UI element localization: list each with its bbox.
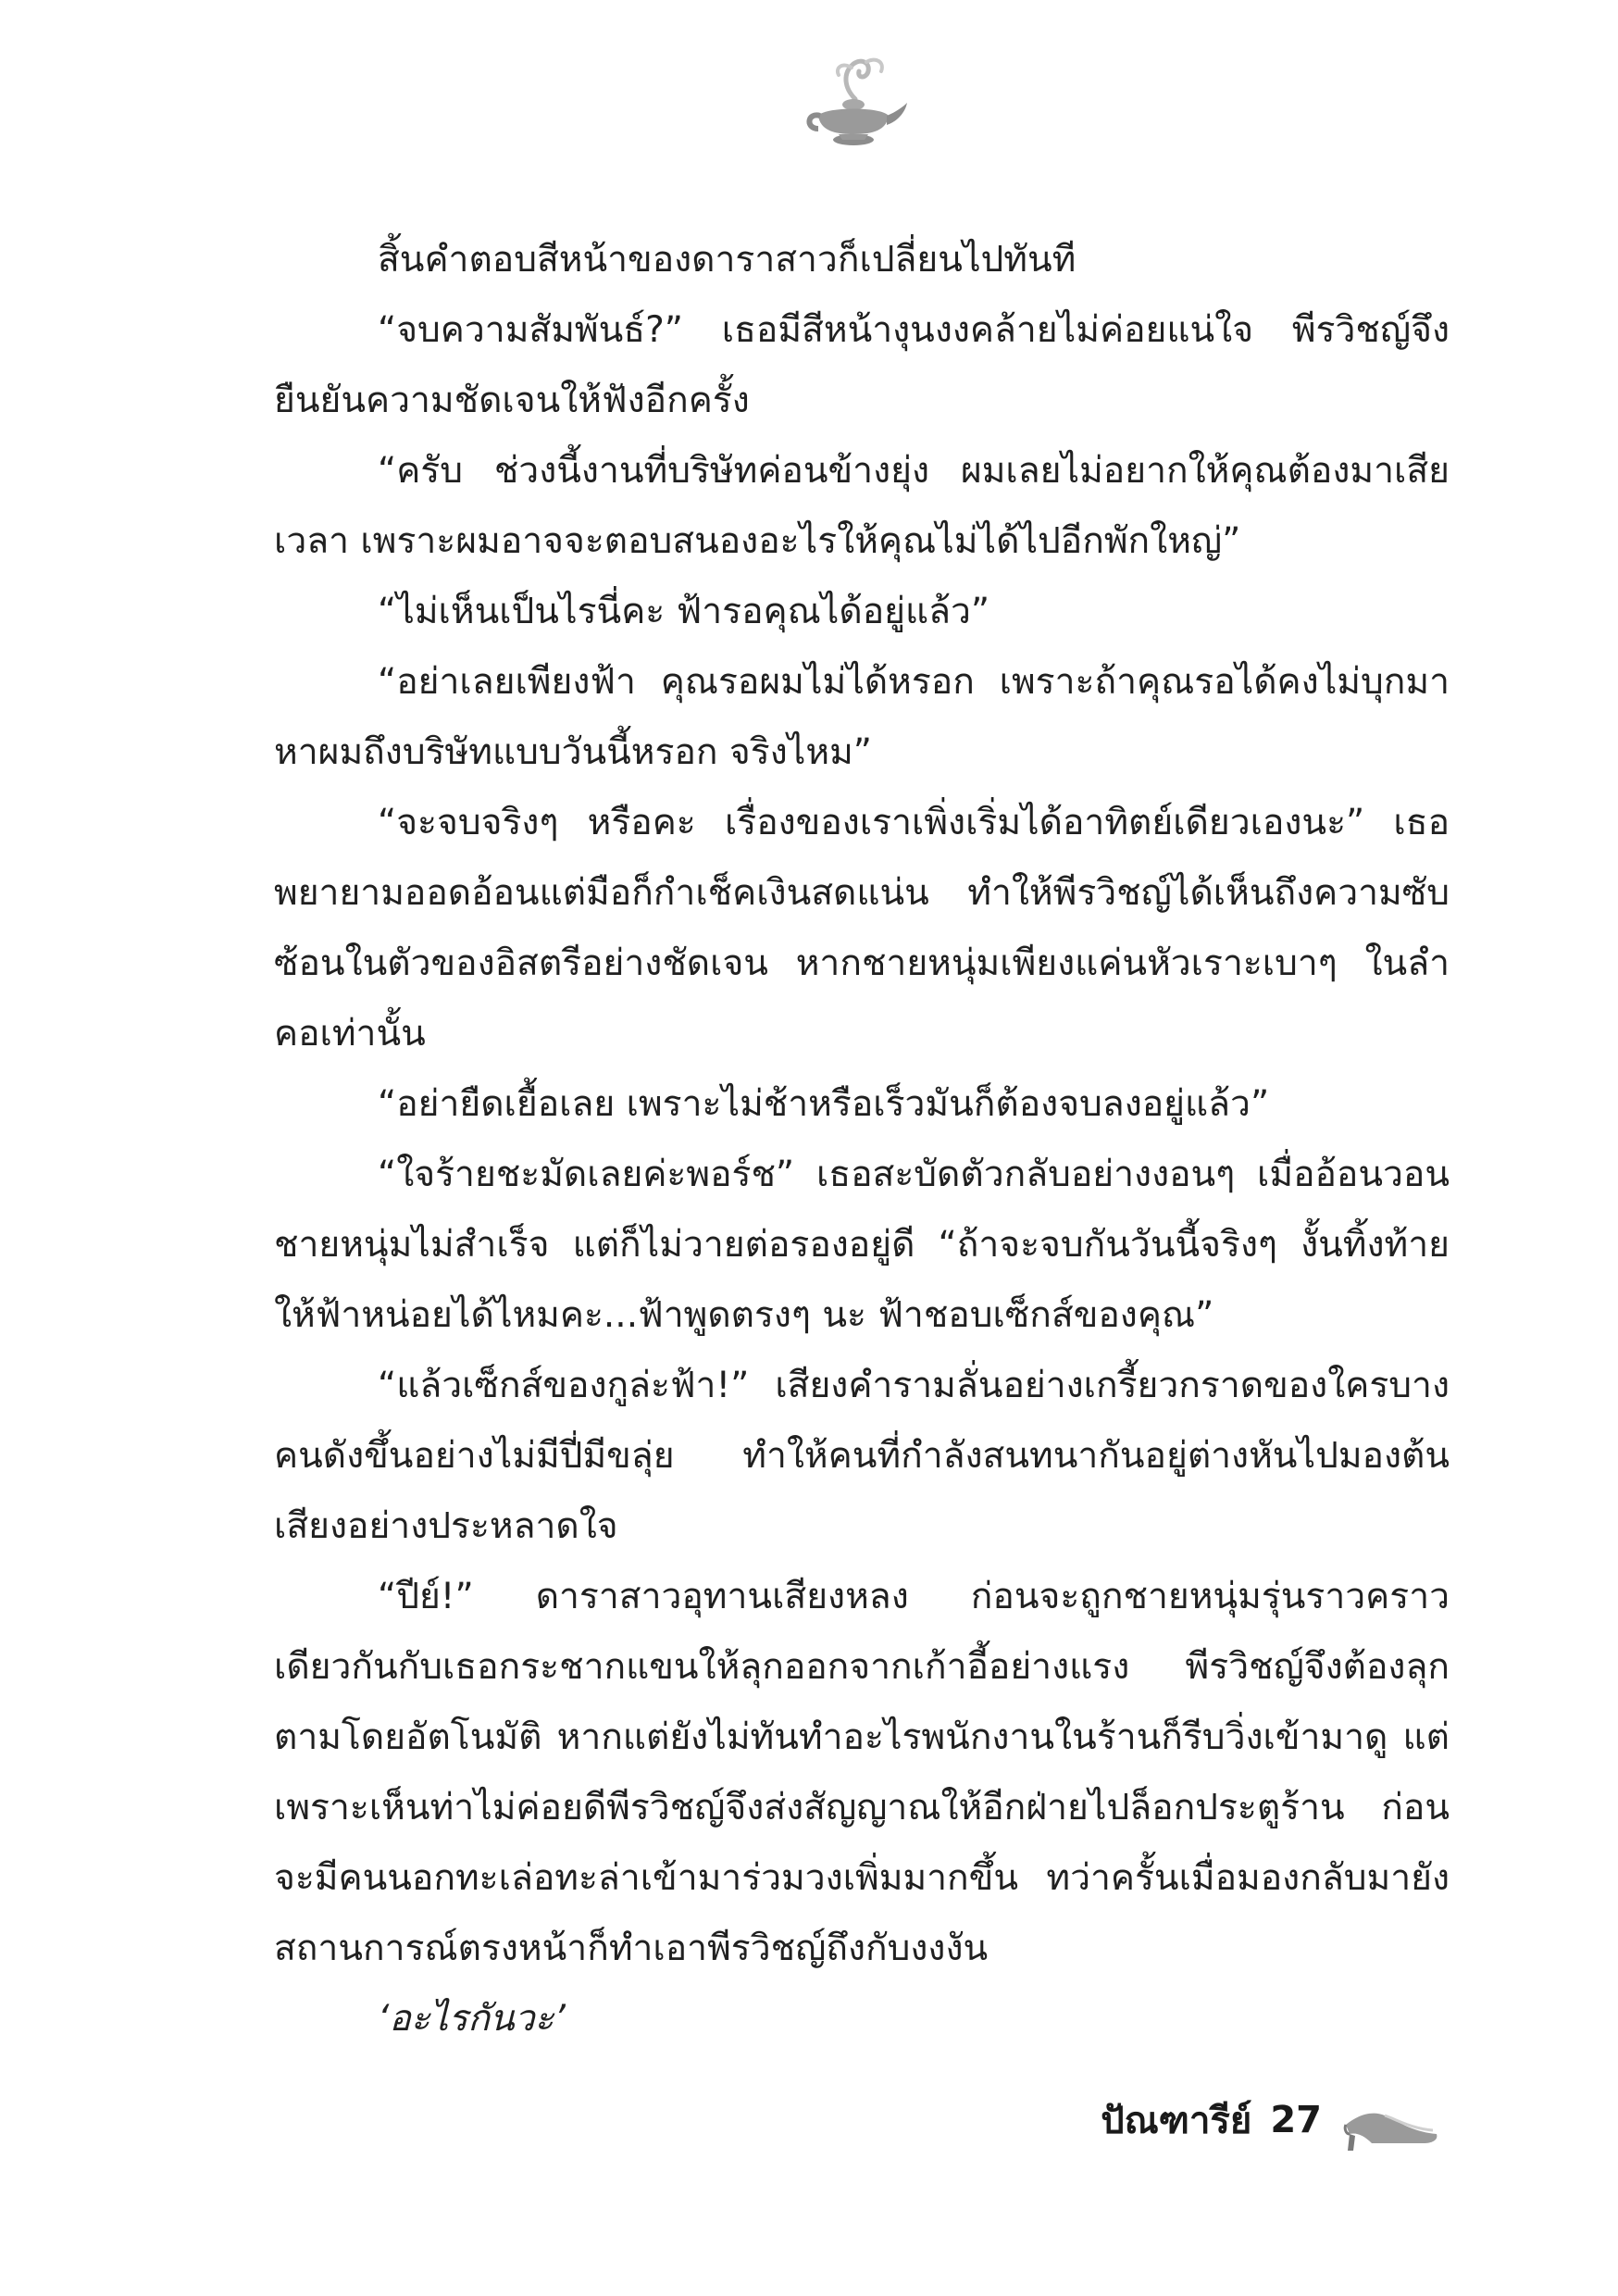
paragraph: “จบความสัมพันธ์?” เธอมีสีหน้างุนงงคล้ายไม่ค่อยแน่ใจ พีรวิชญ์จึงยืนยันความชัดเจนให้ฟังอีกครั้ง — [274, 309, 1450, 421]
high-heel-shoe-icon — [1340, 2088, 1442, 2152]
paragraph: “จะจบจริงๆ หรือคะ เรื่องของเราเพิ่งเริ่มได้อาทิตย์เดียวเองนะ” เธอพยายามออดอ้อนแต่มือก็กำเช็คเงินสดแน่น ทำให้พีรวิชญ์ได้เห็นถึงความซับซ้อนในตัวของอิสตรีอย่างชัดเจน หากชายหนุ่มเพียงแค่นหัวเราะเบาๆ ในลำคอเท่านั้น — [274, 802, 1450, 1054]
paragraph: “อย่าเลยเพียงฟ้า คุณรอผมไม่ได้หรอก เพราะถ้าคุณรอได้คงไม่บุกมาหาผมถึงบริษัทแบบวันนี้หรอก จริงไหม” — [274, 661, 1450, 773]
paragraph: “อย่ายืดเยื้อเลย เพราะไม่ช้าหรือเร็วมันก็ต้องจบลงอยู่แล้ว” — [378, 1083, 1270, 1125]
page-number: 27 — [1270, 2099, 1322, 2141]
paragraph: “ไม่เห็นเป็นไรนี่คะ ฟ้ารอคุณได้อยู่แล้ว” — [378, 591, 990, 632]
paragraph: “ใจร้ายชะมัดเลยค่ะพอร์ช” เธอสะบัดตัวกลับอย่างงอนๆ เมื่ออ้อนวอนชายหนุ่มไม่สำเร็จ แต่ก็ไม่วายต่อรองอยู่ดี “ถ้าจะจบกันวันนี้จริงๆ งั้นทิ้งท้ายให้ฟ้าหน่อยได้ไหมคะ...ฟ้าพูดตรงๆ นะ ฟ้าชอบเซ็กส์ของคุณ” — [274, 1154, 1450, 1336]
page-footer — [1101, 2074, 1442, 2166]
paragraph: “ครับ ช่วงนี้งานที่บริษัทค่อนข้างยุ่ง ผมเลยไม่อยากให้คุณต้องมาเสียเวลา เพราะผมอาจจะตอบสนองอะไรให้คุณไม่ได้ไปอีกพักใหญ่” — [274, 450, 1450, 562]
inner-thought: ‘อะไรกันวะ’ — [378, 1998, 566, 2040]
chapter-body — [274, 225, 1450, 2054]
author-name: ปัณฑารีย์ — [1101, 2100, 1252, 2142]
paragraph: สิ้นคำตอบสีหน้าของดาราสาวก็เปลี่ยนไปทันที — [378, 239, 1077, 281]
paragraph: “แล้วเซ็กส์ของกูล่ะฟ้า!” เสียงคำรามลั่นอย่างเกรี้ยวกราดของใครบางคนดังขึ้นอย่างไม่มีปี่มีขลุ่ย ทำให้คนที่กำลังสนทนากันอยู่ต่างหันไปมองต้นเสียงอย่างประหลาดใจ — [274, 1365, 1450, 1547]
paragraph: “ปีย์!” ดาราสาวอุทานเสียงหลง ก่อนจะถูกชายหนุ่มรุ่นราวคราวเดียวกันกับเธอกระชากแขนให้ลุกออกจากเก้าอี้อย่างแรง พีรวิชญ์จึงต้องลุกตามโดยอัตโนมัติ หากแต่ยังไม่ทันทำอะไรพนักงานในร้านก็รีบวิ่งเข้ามาดู แต่เพราะเห็นท่าไม่ค่อยดีพีรวิชญ์จึงส่งสัญญาณให้อีกฝ่ายไปล็อกประตูร้าน ก่อนจะมีคนนอกทะเล่อทะล่าเข้ามาร่วมวงเพิ่มมากขึ้น ทว่าครั้นเมื่อมองกลับมายังสถานการณ์ตรงหน้าก็ทำเอาพีรวิชญ์ถึงกับงงงัน — [274, 1576, 1450, 1969]
magic-lamp-icon — [798, 51, 909, 153]
